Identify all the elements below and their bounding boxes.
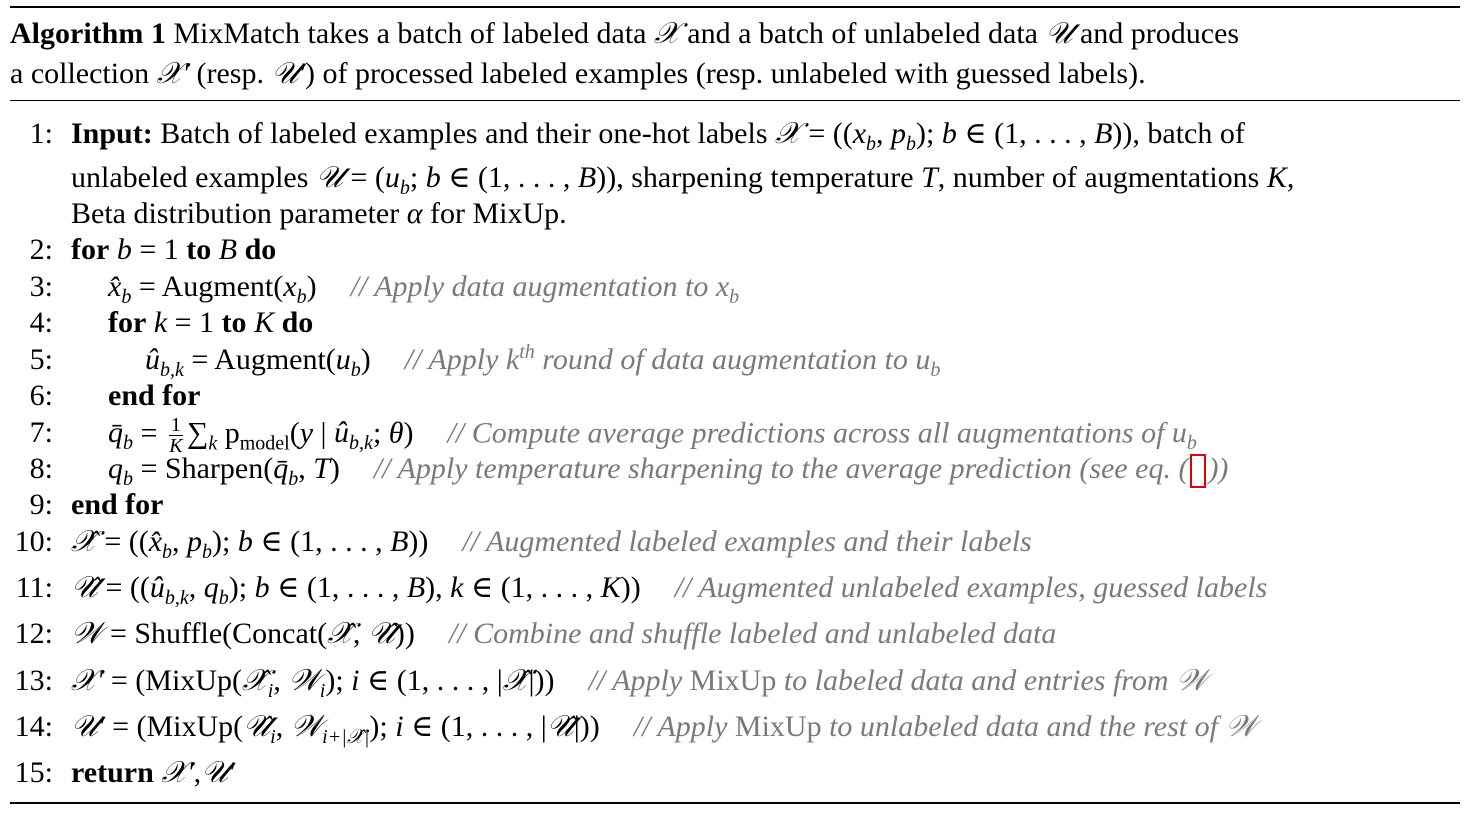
line-number: 3: (29, 270, 53, 303)
line-number: 10: (14, 525, 53, 558)
input-keyword: Input: (71, 117, 153, 150)
line-number: 14: (14, 710, 53, 743)
line-number: 2: (29, 233, 53, 266)
caption-line-2: a collection 𝒳′ (resp. 𝒰′) of processed labeled examples (resp. unlabeled with guessed labels). (10, 57, 1146, 90)
caption-rule (10, 100, 1460, 101)
line-number: 6: (29, 379, 53, 412)
comment: // Apply data augmentation to $x_b$ (350, 270, 740, 308)
line-number: 1: (29, 117, 53, 150)
top-rule (10, 6, 1460, 8)
caption-line-1: Algorithm 1 MixMatch takes a batch of labeled data 𝒳 and a batch of unlabeled data 𝒰 and produces (10, 17, 1240, 50)
line-number: 11: (15, 571, 53, 604)
bottom-rule (10, 802, 1460, 804)
line-number: 7: (29, 416, 53, 449)
algorithm-label: Algorithm 1 (10, 17, 166, 50)
line-number: 8: (29, 452, 53, 485)
algorithm-caption (10, 14, 1470, 94)
line-number: 13: (14, 664, 53, 697)
line-number: 5: (29, 343, 53, 376)
equation-reference-link[interactable] (1190, 454, 1206, 488)
line-number: 4: (29, 306, 53, 339)
line-number: 15: (14, 756, 53, 789)
line-number: 12: (14, 617, 53, 650)
line-number: 9: (29, 488, 53, 521)
